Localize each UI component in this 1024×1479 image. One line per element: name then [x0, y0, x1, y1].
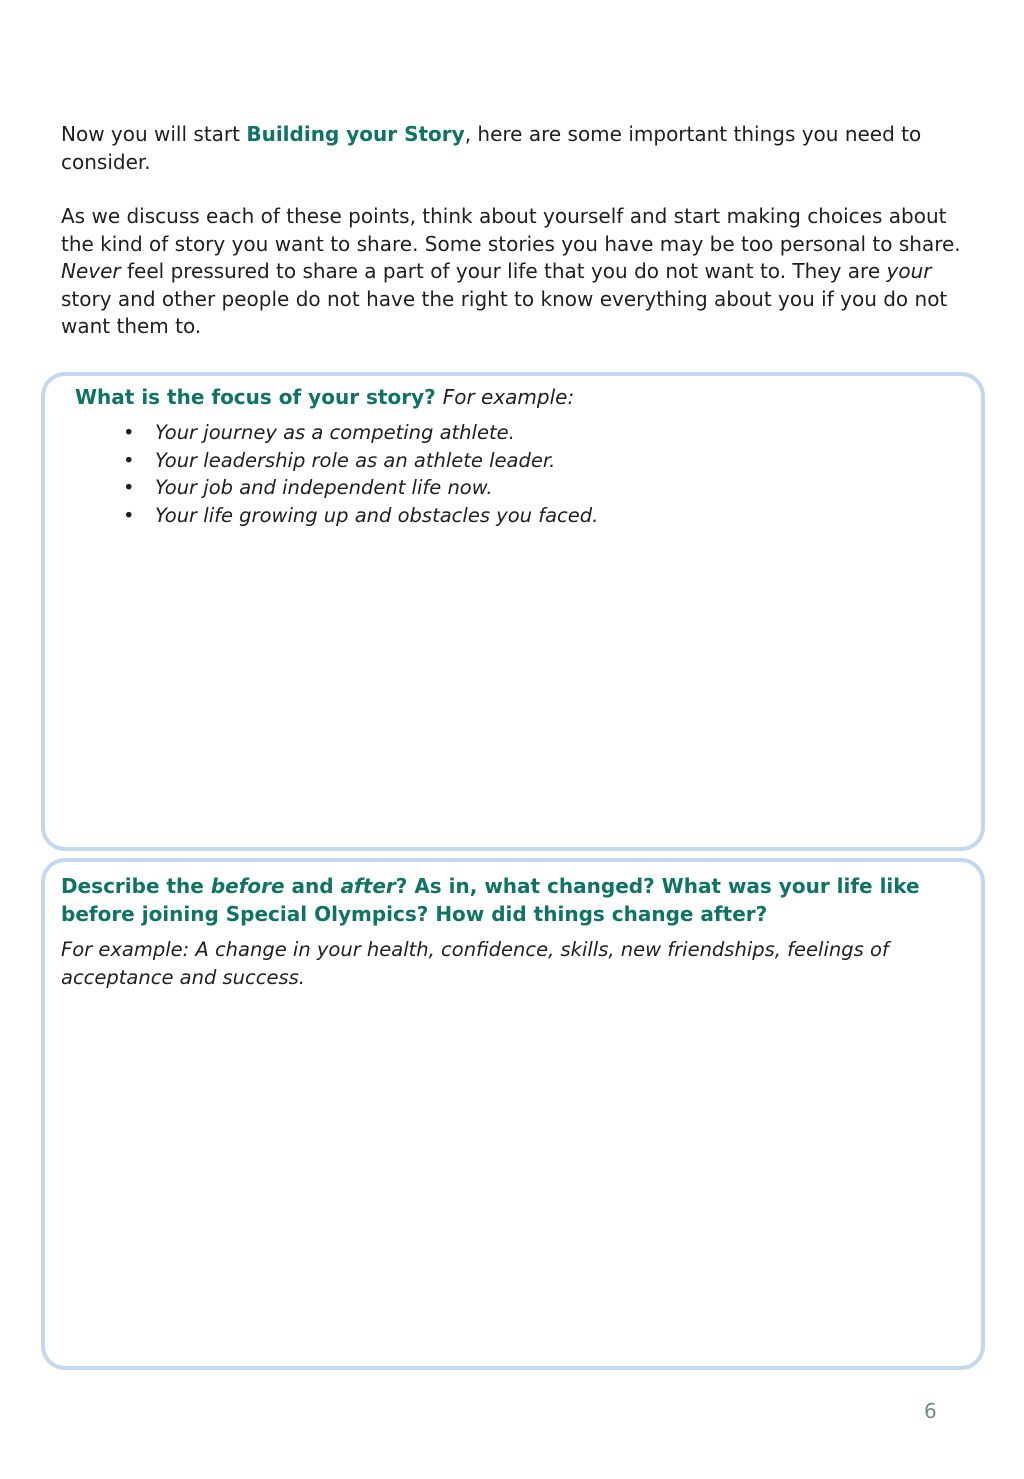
before-after-heading: Describe the before and after? As in, what changed? What was your life like before joining Special Olympics? How did things change after? — [61, 874, 920, 926]
focus-answer-box[interactable] — [41, 372, 985, 851]
bullet-icon: • — [123, 503, 135, 527]
before-after-example: For example: A change in your health, confidence, skills, new friendships, feelings of acceptance and success. — [61, 938, 889, 989]
intro-paragraph-2: As we discuss each of these points, think about yourself and start making choices about the kind of story you want to share. Some stories you have may be too personal to share. Never feel pressured to share a part of your life that you do not want to. They are your story and other people do not have the right to know everything about you if you do not want them to. — [61, 204, 961, 338]
building-story-highlight: Building your Story — [246, 122, 465, 146]
bullet-icon: • — [123, 448, 135, 472]
page-number: 6 — [924, 1399, 937, 1423]
focus-lead: For example: — [442, 385, 575, 409]
bullet-icon: • — [123, 421, 135, 444]
list-item: • Your journey as a competing athlete. — [123, 419, 598, 447]
intro-paragraph-1: Now you will start Building your Story, here are some important things you need to consider. — [61, 122, 922, 174]
list-item: • Your job and independent life now. — [123, 474, 598, 502]
never-emphasis: Never — [61, 259, 121, 283]
list-item: • Your leadership role as an athlete leader. — [123, 447, 598, 475]
before-after-answer-box[interactable] — [41, 858, 985, 1370]
intro-text — [61, 121, 961, 341]
focus-heading: What is the focus of your story? For example: — [75, 385, 575, 409]
your-emphasis: your — [886, 259, 932, 283]
bullet-icon: • — [123, 476, 135, 499]
focus-examples-list — [123, 419, 598, 529]
list-item: • Your life growing up and obstacles you faced. — [123, 502, 598, 530]
